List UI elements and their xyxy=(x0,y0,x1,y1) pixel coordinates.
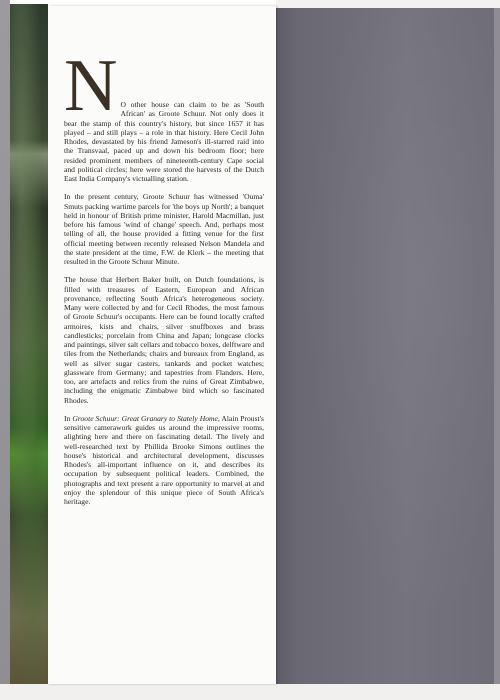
cover-photo-strip xyxy=(10,4,48,686)
text-run: In the present century, Groote Schuur has witnessed 'Ouma' Smuts packing wartime parcels for 'the boys up North'; a banquet held in honour of British prime minister, Harold Macmillan, just before his famous 'wind of change' speech. And, perhaps most telling of all, the house provided a fitting venue for the first official meeting between recently released Nelson Mandela and the state president at the time, F.W. de Klerk – the meeting that resulted in the Groote Schuur Minute. xyxy=(64,192,264,266)
paragraph-3 xyxy=(64,275,264,405)
scanner-edge-left xyxy=(0,0,10,700)
text-run: The house that Herbert Baker built, on Dutch foundations, is filled with treasures of Eastern, European and African provenance, reflecting South Africa's heterogeneous society. Many were collected by and for Cecil Rhodes, the most famous of Groote Schuur's occupants. Here can be found locally crafted armoires, kists and chairs, silver snuffboxes and brass candlesticks; porcelain from China and Japan; longcase clocks and paintings, silver salt cellars and tobacco boxes, delftware and tiles from the Netherlands; chairs and bureaux from England, as well as silver sugar casters, tankards and pocket watches; glassware from Germany; and tapestries from Flanders. Here, too, are artefacts and relics from the ruins of Great Zimbabwe, including the enigmatic Zimbabwe bird which so fascinated Rhodes. xyxy=(64,275,264,405)
scanner-edge-right xyxy=(494,8,500,684)
drop-cap: N xyxy=(64,45,118,127)
text-run: , Alain Proust's sensitive camerawork guides us around the impressive rooms, alighting here and there on fascinating detail. The lively and well-researched text by Phillida Brooke Simons outlines the house's historical and architectural development, discusses Rhodes's all-important influence on it, and describes its occupation by subsequent political leaders. Combined, the photographs and text present a rare opportunity to marvel at and enjoy the splendour of this unique piece of South Africa's heritage. xyxy=(64,413,264,506)
text-run: In xyxy=(64,413,73,423)
paragraph-4 xyxy=(64,414,264,507)
scanner-edge-bottom xyxy=(0,684,500,700)
blurb-text xyxy=(64,45,264,515)
paragraphs xyxy=(64,45,264,506)
book-title: Groote Schuur: Great Granary to Stately Home xyxy=(72,413,218,423)
scanner-edge-top xyxy=(276,0,500,8)
dust-jacket-flap xyxy=(48,6,276,684)
text-run: O other house can claim to be as 'South African' as Groote Schuur. Not only does it bear the stamp of this country's history, but since 1657 it has played – and still plays – a role in that history. Here Cecil John Rhodes, devastated by his friend Jameson's ill-starred raid into the Transvaal, paced up and down his bedroom floor; here resided prominent members of nineteenth-century Cape social and political circles; here were stored the harvests of the Dutch East India Company's victualling station. xyxy=(64,100,264,183)
paragraph-2 xyxy=(64,192,264,266)
book-back-cover xyxy=(276,8,494,684)
